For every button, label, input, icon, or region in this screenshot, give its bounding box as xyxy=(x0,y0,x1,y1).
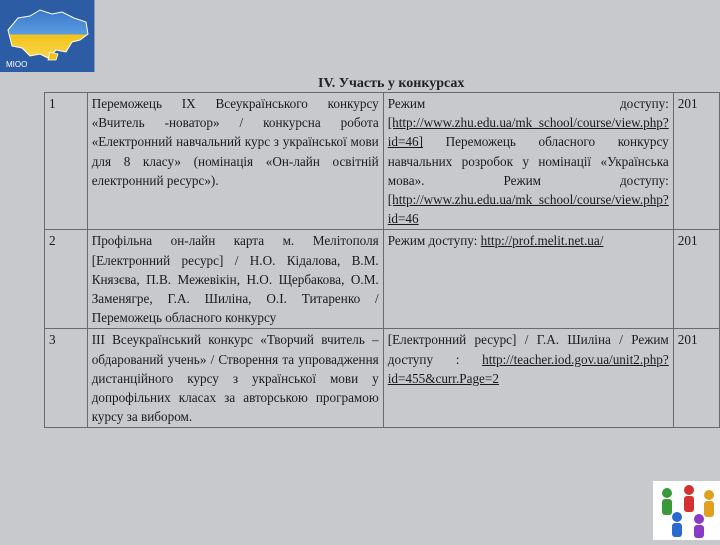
row-description: ІІІ Всеукраїнський конкурс «Творчий вчитель – обдарований учень» / Створення та упровадження дистанційного курсу з української мови у допрофільних класах за авторською програмою курсу за вибором. xyxy=(87,329,383,428)
logo-label: МІОО xyxy=(6,60,28,69)
contests-table xyxy=(44,92,720,428)
resource-link[interactable]: http://teacher.iod.gov.ua/unit2.php?id=455&curr.Page=2 xyxy=(387,351,669,386)
row-access-info xyxy=(383,329,673,428)
row-year: 201 xyxy=(673,93,719,230)
access-text: Режим доступу: xyxy=(387,96,669,111)
access-text: Режим доступу: xyxy=(387,233,481,249)
row-description: Переможець IX Всеукраїнського конкурсу «Вчитель -новатор» / конкурсна робота «Електронний навчальний курс з української мови для 8 класу» (номінація «Он-лайн освітній електронний ресурс»). xyxy=(87,93,383,230)
row-access-info xyxy=(383,93,673,230)
row-description: Профільна он-лайн карта м. Мелітополя [Електронний ресурс] / Н.О. Кідалова, В.М. Князєва, П.В. Межевікін, Н.О. Щербакова, О.М. Заменягре, Г.А. Шиліна, О.І. Титаренко / Переможець обласного конкурсу xyxy=(87,230,383,329)
section-title: IV. Участь у конкурсах xyxy=(318,76,465,91)
row-year: 201 xyxy=(673,329,719,428)
row-year: 201 xyxy=(673,230,719,329)
decorative-image xyxy=(653,481,720,540)
row-number: 2 xyxy=(45,230,88,329)
table-row xyxy=(45,93,720,230)
resource-link[interactable]: [http://www.zhu.edu.ua/mk_school/course/view.php?id=46] xyxy=(387,115,669,150)
access-text: [Електронний ресурс] / Г.А. Шиліна / Режим доступу : xyxy=(387,332,669,367)
access-text: Переможець обласного конкурсу навчальних розробок у номінації «Українська мова». Режим доступу: xyxy=(387,134,669,188)
resource-link[interactable]: http://prof.melit.net.ua/ xyxy=(480,233,604,249)
row-number: 1 xyxy=(45,93,88,230)
row-number: 3 xyxy=(45,329,88,428)
table-row xyxy=(45,329,720,428)
resource-link[interactable]: [http://www.zhu.edu.ua/mk_school/course/view.php?id=46 xyxy=(387,192,669,227)
people-puzzle-icon xyxy=(653,481,720,540)
ukraine-map-logo xyxy=(0,0,95,72)
row-access-info xyxy=(383,230,673,329)
table-row xyxy=(45,230,720,329)
contests-table-body xyxy=(45,93,720,428)
